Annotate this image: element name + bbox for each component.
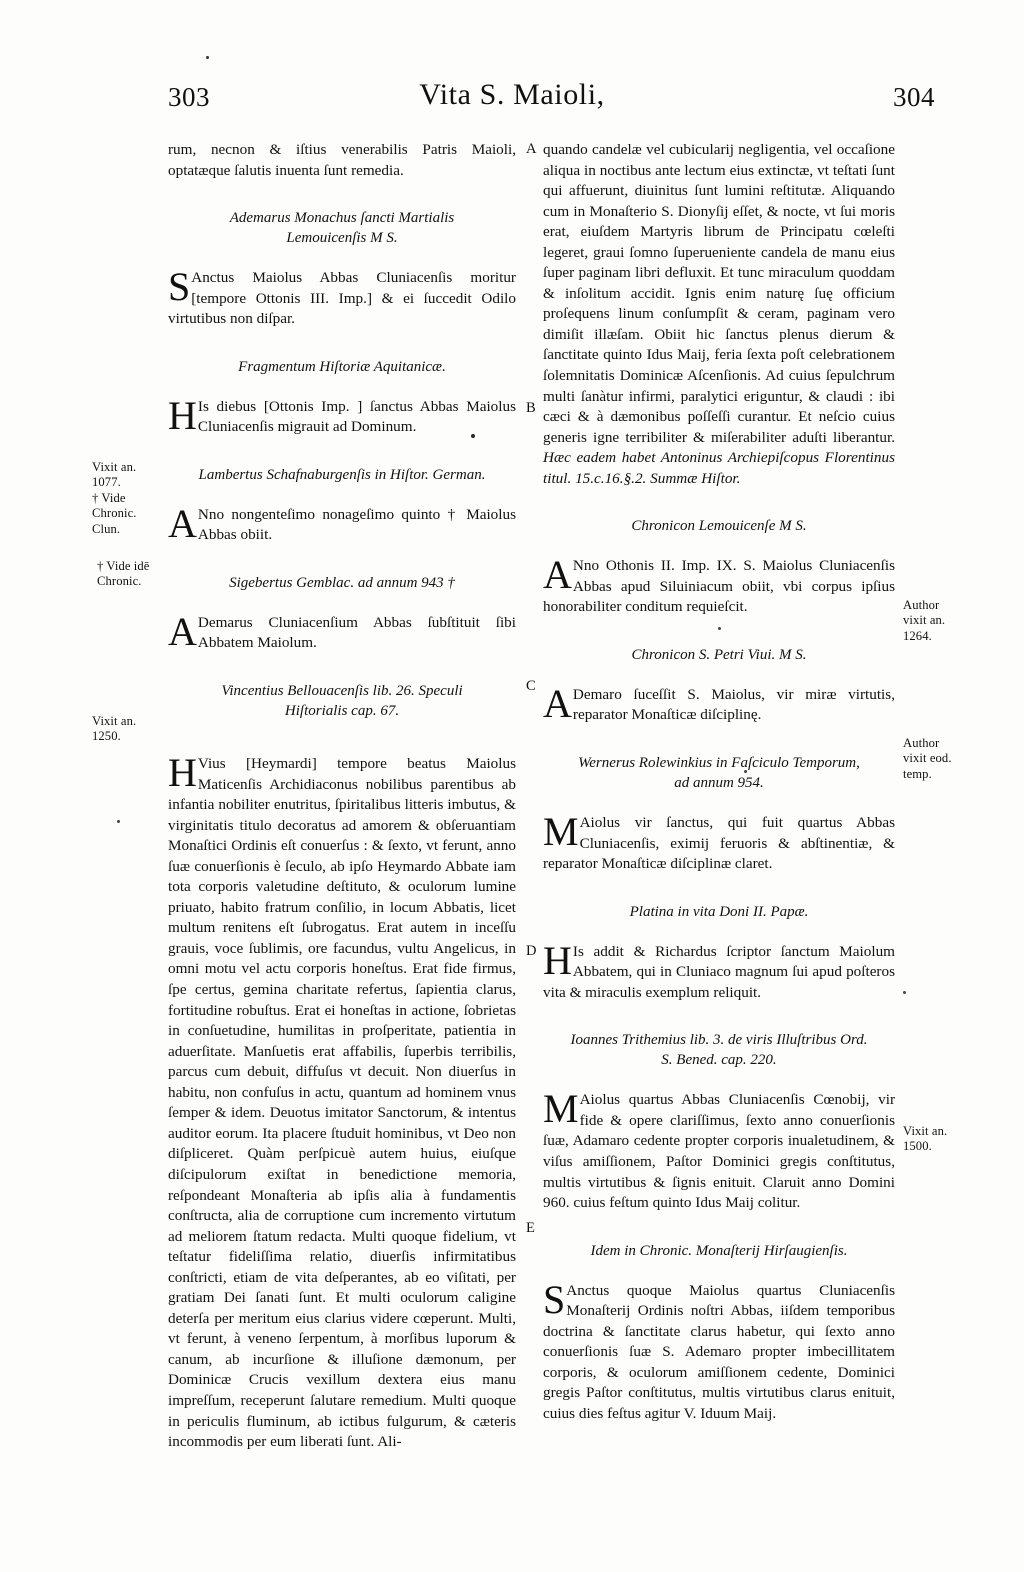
paragraph-text: Aiolus vir ſanctus, qui fuit quartus Abbas Cluniacenſis, eximij feruoris & abſtinentiæ, & reparator Monaſticæ diſciplinæ claret. <box>543 814 895 873</box>
source-citation-idem-chronic-hirsaugiensis: Idem in Chronic. Monaſterij Hirſaugienſis. <box>590 1242 848 1259</box>
paragraph-maiolus-vir-sanctus <box>543 809 895 875</box>
source-citation-wernerus-line2: ad annum 954. <box>674 775 764 792</box>
paragraph-anno-othonis <box>543 552 895 618</box>
source-citation-platina: Platina in vita Doni II. Papæ. <box>629 903 809 920</box>
paragraph-text: quando candelæ vel cubicularij negligentia, vel occaſione aliqua in noctibus ante lectum eius extinctæ, vt teſtati ſunt qui affuerunt, diuinitus ſunt lumini reſtitutæ. Aliquando cum in Monaſterio S. Dionyſij eſſet, & nocte, vt ſui moris erat, eiuſdem Martyris librum de Principatu cœleſti legeret, graui ſomno ſuperueniente candela de manu eius ſuper paginam libri defluxit. Et tunc miraculum quoddam & inſolitum accidit. Ignis enim naturę ſuę officium proſequens linum conſumpſit & ceram, paginam vero dimiſit illæſam. Obiit hic ſanctus plenus dierum & ſanctitate quinto Idus Maij, feria ſexta poſt celebrationem ſolemnitatis Dominicæ Aſcenſionis. Ad cuius ſepulchrum multi ſanàtur infirmi, paralytici eriguntur, & claudi : ibi cæci & à dæmonibus poſſeſſi curantur. Et neſcio cuius generis igne terribiliter & miſerabiliter aduſti liberantur. <box>543 141 895 446</box>
source-citation-lambertus: Lambertus Schafnaburgenſis in Hiſtor. German. <box>198 466 486 483</box>
margin-note-line: † Vide idē <box>97 559 150 573</box>
paragraph-huius-heymardi <box>168 750 516 1453</box>
page-speck-icon <box>117 820 120 823</box>
paragraph-text: Nno Othonis II. Imp. IX. S. Maiolus Cluniacenſis Abbas apud Siluiniacum obiit, vbi corpus ipſius honorabiliter conditum requieſcit. <box>543 557 895 616</box>
drop-cap-initial: M <box>543 809 579 855</box>
margin-note-vixit-1250 <box>92 714 166 745</box>
margin-note-line: 1250. <box>92 729 121 744</box>
source-citation-wernerus: Wernerus Rolewinkius in Faſciculo Temporum, <box>578 755 860 772</box>
folio-number-left: 303 <box>168 82 210 112</box>
page-speck-icon <box>903 991 906 994</box>
drop-cap-initial: H <box>168 392 197 438</box>
margin-note-line: Author <box>903 598 940 612</box>
drop-cap-initial: A <box>168 608 197 654</box>
paragraph-text: Anctus Maiolus Abbas Cluniacenſis moritur [tempore Ottonis III. Imp.] & ei ſuccedit Odilo virtutibus non diſpar. <box>168 269 516 328</box>
margin-note-line: temp. <box>903 766 932 781</box>
source-citation-ademarus-line2: Lemouicenſis M S. <box>286 230 398 247</box>
paragraph-text: Aiolus quartus Abbas Cluniacenſis Cœnobij, vir fide & opere clariſſimus, ſexto anno conuerſionis ſuæ, Adamaro cedente propter corporis inualetudinem, & viſus amiſſionem, Paſtor Dominici gregis conſtitutus, multis virtutibus & ſignis enituit. Claruit anno Domini 960. cuius feſtum quinto Idus Maij colitur. <box>543 1091 895 1212</box>
gutter-letter-e: E <box>526 1220 536 1236</box>
margin-note-line: Clun. <box>92 521 121 536</box>
paragraph-text: Demaro ſuceſſit S. Maiolus, vir miræ virtutis, reparator Monaſticæ diſciplinę. <box>572 685 895 724</box>
source-citation-ademarus: Ademarus Monachus ſancti Martialis <box>229 210 455 227</box>
paragraph-continuation: rum, necnon & iſtius venerabilis Patris Maioli, optatæque ſalutis inuenta ſunt remedia. <box>168 141 516 179</box>
margin-note-line: Chronic. <box>92 506 137 521</box>
folio-number-right: 304 <box>893 82 935 112</box>
gutter-letter-b: B <box>526 400 536 416</box>
drop-cap-initial: S <box>168 264 191 310</box>
margin-note-line: vixit an. <box>903 613 946 628</box>
paragraph-text: Is addit & Richardus ſcriptor ſanctum Maiolum Abbatem, qui in Cluniaco magnum ſui apud poſteros vita & miraculis exemplum reliquit. <box>543 942 895 1001</box>
left-text-column <box>168 140 516 1453</box>
gutter-letter-a: A <box>526 141 537 157</box>
margin-note-line: † Vide <box>92 490 126 505</box>
running-head-title: Vita S. Maioli, <box>419 78 605 111</box>
margin-note-vide-idem <box>97 559 171 590</box>
drop-cap-initial: A <box>543 552 572 598</box>
paragraph-text: Demarus Cluniacenſium Abbas ſubſtituit ſibi Abbatem Maiolum. <box>197 613 516 652</box>
margin-note-line: 1077. <box>92 475 121 490</box>
paragraph-anno-nongentesimo <box>168 500 516 546</box>
paragraph-text: Vius [Heymardi] tempore beatus Maiolus Maticenſis Archidiaconus nobilibus parentibus ab infantia nobiliter enutritus, ſpiritalibus litteris imbutus, & virginitatis titulo decoratus ad amorem & obſeruantiam Monaſtici Ordinis eſt conuerſus : & ſexto, vt ferunt, anno ſuæ conuerſionis è ſeculo, ab ipſo Heymardo Abbate iam tota corporis valetudine deſtituto, & oculorum lumine priuato, habito fratrum conſilio, in locum Abbatis, licet multum renitens eſt ſubrogatus. Erat autem in inceſſu grauis, voce ſublimis, ore facundus, vultu Angelicus, in omni motu vel actu corporis honeſtus. Erat fide firmus, ſpe certus, gemina charitate refertus, ſapientia clarus, fortitudine robuſtus. Erat ei honeſtas in actione, ſobrietas in conſuetudine, humilitas in proſperitate, patientia in aduerſitate. Manſuetis erat affabilis, ſuperbis terribilis, parcus cum debuit, diffuſus vt decuit. Non diuerſus in habitu, non confuſus in actu, quantum ad hominem vnus ſemper & idem. Deuotus imitator Sanctorum, & intentus auditor eorum. Ita placere ſtuduit hominibus, vt Deo non diſpliceret. Quàm perſpicuè autem huius, eiuſque diſcipulorum exiſtat in benedictione memoria, reſpondeant Monaſteria ab ipſis alia à fundamentis conſtructa, alia de corruptione cum incremento virtutum ad meliorem ſtatum redacta. Multi quoque fidelium, vt teſtatur fideliſſima relatio, diuerſis infirmitatibus conſtricti, etiam de vita deſperantes, ab eo viſitati, per gratiam Dei ſanati ſunt. Et multi oculorum caligine deterſa per meritum eius clarius videre cœperunt. Multi, vt ferunt, à veneno ſerpentum, à morſibus luporum & canum, ab incurſione & illuſione dæmonum, per Dominicæ Crucis vexillum dextera eius manu impreſſum, receperunt ſalutare remedium. Multi quoque in periculis fluminum, ab ictibus fulgurum, & cæteris incommodis per eum liberati ſunt. Ali- <box>168 755 516 1451</box>
source-citation-trithemius-line2: S. Bened. cap. 220. <box>661 1052 777 1069</box>
gutter-letter-c: C <box>526 678 536 694</box>
gutter-letter-d: D <box>526 943 537 959</box>
drop-cap-initial: S <box>543 1276 566 1322</box>
margin-note-line: Vixit an. <box>92 714 137 728</box>
drop-cap-initial: H <box>168 750 197 796</box>
paragraph-italic-citation: Hæc eadem habet Antoninus Archiepiſcopus Florentinus titul. 15.c.16.§.2. Summæ Hiſtor. <box>543 449 895 487</box>
source-citation-fragmentum: Fragmentum Hiſtoriæ Aquitanicæ. <box>238 358 446 375</box>
source-citation-chronicon-lemouicense: Chronicon Lemouicenſe M S. <box>631 518 807 535</box>
right-text-column <box>543 140 895 1424</box>
source-citation-trithemius: Ioannes Trithemius lib. 3. de viris Illuſtribus Ord. <box>570 1032 868 1049</box>
drop-cap-initial: A <box>168 500 197 546</box>
paragraph-text: Is diebus [Ottonis Imp. ] ſanctus Abbas Maiolus Cluniacenſis migrauit ad Dominum. <box>197 397 516 436</box>
margin-note-vixit-1077 <box>92 460 166 537</box>
paragraph-maiolus-quartus-abbas <box>543 1086 895 1213</box>
paragraph-text: Anctus quoque Maiolus quartus Cluniacenſis Monaſterij Ordinis noſtri Abbas, iiſdem temporibus doctrina & ſanctitate clarus habetur, qui ſexto anno conuerſionis ſuæ S. Ademaro propter imbecillitatem corporis, & oculorum amiſſionem cedente, Dominici gregis Paſtor conſtitutus, multis virtutibus clarus enituit, cuius dies feſtus agitur V. Iduum Maij. <box>543 1281 895 1422</box>
margin-note-line: vixit eod. <box>903 751 952 766</box>
source-citation-vincentius: Vincentius Bellouacenſis lib. 26. Speculi <box>221 683 463 700</box>
paragraph-ademaro-successit <box>543 680 895 726</box>
margin-note-line: Vixit an. <box>92 460 137 474</box>
margin-note-line: Vixit an. <box>903 1124 948 1138</box>
paragraph-sanctus-maiolus <box>168 264 516 330</box>
margin-note-line: 1264. <box>903 628 932 643</box>
drop-cap-initial: H <box>543 937 572 983</box>
margin-note-vixit-1500 <box>903 1124 1003 1155</box>
source-citation-vincentius-line2: Hiſtorialis cap. 67. <box>284 703 400 720</box>
paragraph-quando-candelae <box>543 140 895 489</box>
drop-cap-initial: A <box>543 680 572 726</box>
margin-note-line: Chronic. <box>97 574 142 589</box>
paragraph-sanctus-quoque-maiolus <box>543 1276 895 1425</box>
paragraph-his-addit-richardus <box>543 937 895 1004</box>
margin-note-author-1264 <box>903 598 1003 644</box>
page-speck-icon <box>206 56 209 59</box>
source-citation-chronicon-petri-viui: Chronicon S. Petri Viui. M S. <box>631 646 807 663</box>
drop-cap-initial: M <box>543 1086 579 1132</box>
source-citation-sigebertus: Sigebertus Gemblac. ad annum 943 † <box>229 574 455 591</box>
paragraph-text: Nno nongenteſimo nonageſimo quinto † Maiolus Abbas obiit. <box>197 505 516 544</box>
margin-note-line: 1500. <box>903 1139 932 1154</box>
margin-note-author-eod-temp <box>903 736 1003 782</box>
paragraph-his-diebus <box>168 392 516 438</box>
margin-note-line: Author <box>903 736 940 750</box>
paragraph-ademarus-cluniacensium <box>168 608 516 654</box>
